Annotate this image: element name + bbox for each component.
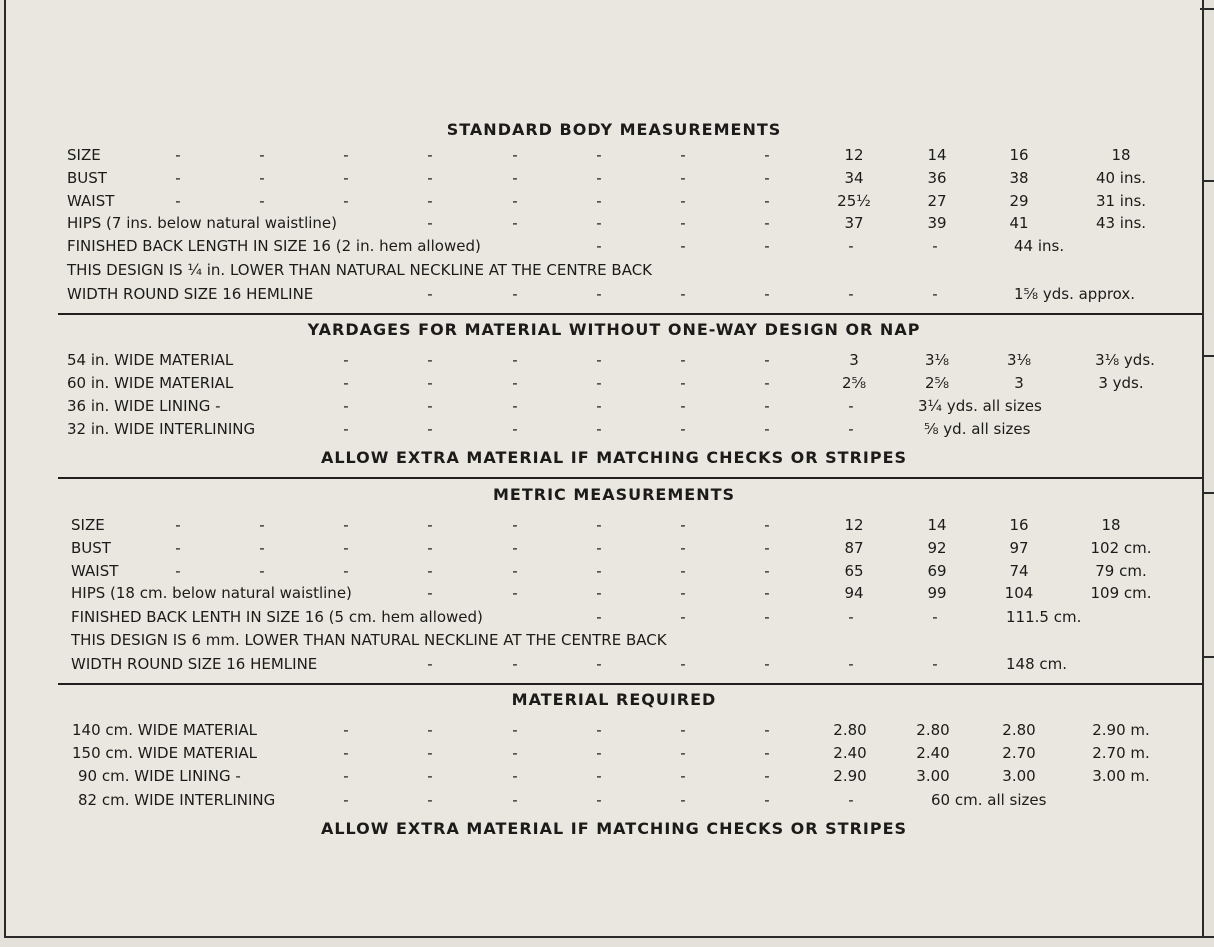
leader-dash: - [512,767,518,785]
interlining-all-sizes-value: ⅝ yd. all sizes [924,420,1031,438]
sheet-bottom-rule [4,936,1214,938]
material-interlining-row [6,791,1202,813]
metric-bust-row [6,539,1202,561]
leader-dash: - [680,397,686,415]
hips-size-12: 37 [844,214,864,232]
leader-dash: - [764,214,770,232]
neckline-note-text: THIS DESIGN IS ¼ in. LOWER THAN NATURAL NECKLINE AT THE CENTRE BACK [67,261,653,279]
waist-size-14: 27 [927,192,947,210]
leader-dash: - [427,420,433,438]
leader-dash: - [427,214,433,232]
leader-dash: - [764,744,770,762]
sheet-edge-tick [1202,492,1214,494]
standard-back-length-row [6,237,1202,259]
leader-dash: - [680,237,686,255]
standard-waist-row [6,192,1202,214]
leader-dash: - [596,237,602,255]
hips-size-18: 109 cm. [1090,584,1152,602]
leader-dash: - [343,539,349,557]
leader-dash: - [343,374,349,392]
leader-dash: - [512,214,518,232]
leader-dash: - [427,562,433,580]
bust-size-12: 34 [844,169,864,187]
leader-dash: - [427,169,433,187]
leader-dash: - [427,584,433,602]
leader-dash: - [512,539,518,557]
hips-size-16: 41 [1009,214,1029,232]
leader-dash: - [427,744,433,762]
leader-dash: - [848,791,854,809]
yardage-54-size-16: 3⅛ [1006,351,1032,369]
leader-dash: - [848,655,854,673]
neckline-note-text: THIS DESIGN IS 6 mm. LOWER THAN NATURAL NECKLINE AT THE CENTRE BACK [71,631,667,649]
leader-dash: - [596,169,602,187]
leader-dash: - [764,721,770,739]
yardage-54-row [6,351,1202,373]
row-label: WAIST [67,192,115,210]
leader-dash: - [596,539,602,557]
metric-neckline-note [6,631,1202,653]
bust-size-12: 87 [844,539,864,557]
material-140-size-12: 2.80 [833,721,867,739]
leader-dash: - [764,374,770,392]
row-label: WIDTH ROUND SIZE 16 HEMLINE [67,285,314,303]
allow-extra-note: ALLOW EXTRA MATERIAL IF MATCHING CHECKS OR STRIPES [320,448,908,467]
yardage-60-size-14: 2⅝ [924,374,950,392]
leader-dash: - [512,351,518,369]
row-label: SIZE [67,146,101,164]
leader-dash: - [343,420,349,438]
leader-dash: - [343,791,349,809]
leader-dash: - [175,562,181,580]
waist-size-16: 29 [1009,192,1029,210]
leader-dash: - [427,516,433,534]
standard-bust-row [6,169,1202,191]
standard-hemline-row [6,285,1202,307]
leader-dash: - [596,214,602,232]
material-150-size-18: 2.70 m. [1092,744,1150,762]
leader-dash: - [427,767,433,785]
row-label: 82 cm. WIDE INTERLINING [78,791,276,809]
waist-size-18: 79 cm. [1095,562,1147,580]
leader-dash: - [512,562,518,580]
yardage-60-size-16: 3 [1014,374,1024,392]
leader-dash: - [764,539,770,557]
leader-dash: - [764,285,770,303]
leader-dash: - [932,655,938,673]
row-label: 140 cm. WIDE MATERIAL [72,721,257,739]
leader-dash: - [764,767,770,785]
size-18: 18 [1111,146,1131,164]
row-label: 54 in. WIDE MATERIAL [67,351,234,369]
yardage-54-size-18: 3⅛ yds. [1095,351,1155,369]
bust-size-18: 40 ins. [1095,169,1147,187]
row-label: FINISHED BACK LENGTH IN SIZE 16 (2 in. hem allowed) [67,237,481,255]
row-label: WAIST [71,562,119,580]
size-18: 18 [1101,516,1121,534]
metric-waist-row [6,562,1202,584]
waist-size-14: 69 [927,562,947,580]
leader-dash: - [427,285,433,303]
leader-dash: - [680,192,686,210]
row-label: WIDTH ROUND SIZE 16 HEMLINE [71,655,318,673]
row-label: 90 cm. WIDE LINING - [78,767,241,785]
sheet-edge-tick [1202,180,1214,182]
material-lining-row [6,767,1202,789]
leader-dash: - [932,608,938,626]
leader-dash: - [764,516,770,534]
leader-dash: - [427,374,433,392]
leader-dash: - [680,351,686,369]
leader-dash: - [427,539,433,557]
leader-dash: - [680,562,686,580]
leader-dash: - [427,146,433,164]
leader-dash: - [596,516,602,534]
bust-size-14: 92 [927,539,947,557]
section-divider [58,683,1202,685]
hemline-value: 1⅝ yds. approx. [1014,285,1136,303]
leader-dash: - [680,767,686,785]
interlining-all-sizes-value: 60 cm. all sizes [931,791,1047,809]
leader-dash: - [596,744,602,762]
leader-dash: - [259,516,265,534]
leader-dash: - [764,351,770,369]
leader-dash: - [512,146,518,164]
material-150-size-14: 2.40 [916,744,950,762]
hips-size-14: 99 [927,584,947,602]
leader-dash: - [596,374,602,392]
row-label: SIZE [71,516,105,534]
lining-size-12: 2.90 [833,767,867,785]
leader-dash: - [596,285,602,303]
yardage-heading: YARDAGES FOR MATERIAL WITHOUT ONE-WAY DESIGN OR NAP [307,320,921,339]
leader-dash: - [512,397,518,415]
hips-size-16: 104 [1004,584,1034,602]
leader-dash: - [764,192,770,210]
leader-dash: - [596,608,602,626]
hips-size-12: 94 [844,584,864,602]
standard-size-row [6,146,1202,168]
leader-dash: - [175,539,181,557]
row-label: 32 in. WIDE INTERLINING [67,420,256,438]
size-12: 12 [844,516,864,534]
leader-dash: - [343,721,349,739]
leader-dash: - [512,285,518,303]
row-label: HIPS (18 cm. below natural waistline) [71,584,352,602]
yardage-54-size-14: 3⅛ [924,351,950,369]
leader-dash: - [512,721,518,739]
leader-dash: - [932,285,938,303]
material-140-size-14: 2.80 [916,721,950,739]
leader-dash: - [343,744,349,762]
yardage-60-size-12: 2⅝ [841,374,867,392]
waist-size-12: 25½ [837,192,871,210]
leader-dash: - [427,655,433,673]
leader-dash: - [680,584,686,602]
leader-dash: - [680,374,686,392]
leader-dash: - [764,237,770,255]
leader-dash: - [427,397,433,415]
yardage-54-size-12: 3 [849,351,859,369]
leader-dash: - [259,169,265,187]
leader-dash: - [596,584,602,602]
material-150-size-16: 2.70 [1002,744,1036,762]
bust-size-16: 38 [1009,169,1029,187]
material-140-size-18: 2.90 m. [1092,721,1150,739]
lining-size-14: 3.00 [916,767,950,785]
material-140-size-16: 2.80 [1002,721,1036,739]
leader-dash: - [512,744,518,762]
leader-dash: - [596,146,602,164]
size-14: 14 [927,516,947,534]
sheet-edge-tick [1202,355,1214,357]
row-label: 150 cm. WIDE MATERIAL [72,744,257,762]
leader-dash: - [680,516,686,534]
leader-dash: - [596,721,602,739]
leader-dash: - [680,146,686,164]
leader-dash: - [932,237,938,255]
leader-dash: - [175,169,181,187]
leader-dash: - [343,397,349,415]
leader-dash: - [764,791,770,809]
leader-dash: - [427,721,433,739]
hips-size-14: 39 [927,214,947,232]
waist-size-12: 65 [844,562,864,580]
row-label: FINISHED BACK LENTH IN SIZE 16 (5 cm. hem allowed) [71,608,483,626]
metric-size-row [6,516,1202,538]
row-label: 36 in. WIDE LINING - [67,397,221,415]
leader-dash: - [175,192,181,210]
row-label: 60 in. WIDE MATERIAL [67,374,234,392]
sheet-edge-rule [1200,8,1214,10]
leader-dash: - [512,791,518,809]
metric-measurements-heading: METRIC MEASUREMENTS [492,485,736,504]
leader-dash: - [343,351,349,369]
leader-dash: - [764,420,770,438]
leader-dash: - [427,351,433,369]
leader-dash: - [259,192,265,210]
lining-size-16: 3.00 [1002,767,1036,785]
leader-dash: - [512,420,518,438]
leader-dash: - [596,767,602,785]
bust-size-16: 97 [1009,539,1029,557]
leader-dash: - [512,192,518,210]
lining-all-sizes-value: 3¼ yds. all sizes [918,397,1042,415]
pattern-sheet [4,0,1204,936]
standard-measurements-heading: STANDARD BODY MEASUREMENTS [446,120,782,139]
sheet-edge-tick [1202,656,1214,658]
section-divider [58,313,1202,315]
leader-dash: - [848,608,854,626]
leader-dash: - [596,562,602,580]
leader-dash: - [343,516,349,534]
yardage-interlining-row [6,420,1202,442]
lining-size-18: 3.00 m. [1092,767,1150,785]
allow-extra-note: ALLOW EXTRA MATERIAL IF MATCHING CHECKS OR STRIPES [320,819,908,838]
waist-size-18: 31 ins. [1095,192,1147,210]
leader-dash: - [259,562,265,580]
leader-dash: - [680,608,686,626]
leader-dash: - [764,169,770,187]
leader-dash: - [848,237,854,255]
leader-dash: - [764,397,770,415]
hips-size-18: 43 ins. [1095,214,1147,232]
row-label: BUST [67,169,107,187]
standard-hips-row [6,214,1202,236]
hemline-value: 148 cm. [1006,655,1068,673]
metric-hips-row [6,584,1202,606]
leader-dash: - [343,767,349,785]
leader-dash: - [512,655,518,673]
leader-dash: - [512,584,518,602]
material-140-row [6,721,1202,743]
metric-hemline-row [6,655,1202,677]
leader-dash: - [764,608,770,626]
leader-dash: - [175,516,181,534]
leader-dash: - [512,169,518,187]
leader-dash: - [764,584,770,602]
leader-dash: - [764,562,770,580]
leader-dash: - [680,214,686,232]
leader-dash: - [680,420,686,438]
leader-dash: - [596,192,602,210]
leader-dash: - [343,146,349,164]
metric-back-length-row [6,608,1202,630]
leader-dash: - [764,655,770,673]
leader-dash: - [259,146,265,164]
leader-dash: - [259,539,265,557]
waist-size-16: 74 [1009,562,1029,580]
size-12: 12 [844,146,864,164]
leader-dash: - [427,791,433,809]
bust-size-18: 102 cm. [1090,539,1152,557]
leader-dash: - [343,562,349,580]
section-divider [58,477,1202,479]
bust-size-14: 36 [927,169,947,187]
leader-dash: - [512,374,518,392]
leader-dash: - [680,539,686,557]
leader-dash: - [343,192,349,210]
leader-dash: - [680,285,686,303]
leader-dash: - [848,420,854,438]
yardage-60-size-18: 3 yds. [1098,374,1144,392]
yardage-lining-row [6,397,1202,419]
leader-dash: - [596,791,602,809]
leader-dash: - [427,192,433,210]
leader-dash: - [680,721,686,739]
back-length-value: 44 ins. [1014,237,1065,255]
leader-dash: - [680,791,686,809]
size-14: 14 [927,146,947,164]
leader-dash: - [343,169,349,187]
size-16: 16 [1009,146,1029,164]
back-length-value: 111.5 cm. [1006,608,1082,626]
yardage-60-row [6,374,1202,396]
leader-dash: - [848,397,854,415]
leader-dash: - [680,744,686,762]
row-label: BUST [71,539,111,557]
leader-dash: - [596,397,602,415]
material-150-size-12: 2.40 [833,744,867,762]
leader-dash: - [848,285,854,303]
leader-dash: - [764,146,770,164]
size-16: 16 [1009,516,1029,534]
leader-dash: - [512,516,518,534]
material-150-row [6,744,1202,766]
leader-dash: - [680,169,686,187]
standard-neckline-note [6,261,1202,283]
leader-dash: - [596,420,602,438]
leader-dash: - [680,655,686,673]
row-label: HIPS (7 ins. below natural waistline) [67,214,337,232]
leader-dash: - [175,146,181,164]
leader-dash: - [596,351,602,369]
material-required-heading: MATERIAL REQUIRED [511,690,717,709]
leader-dash: - [596,655,602,673]
